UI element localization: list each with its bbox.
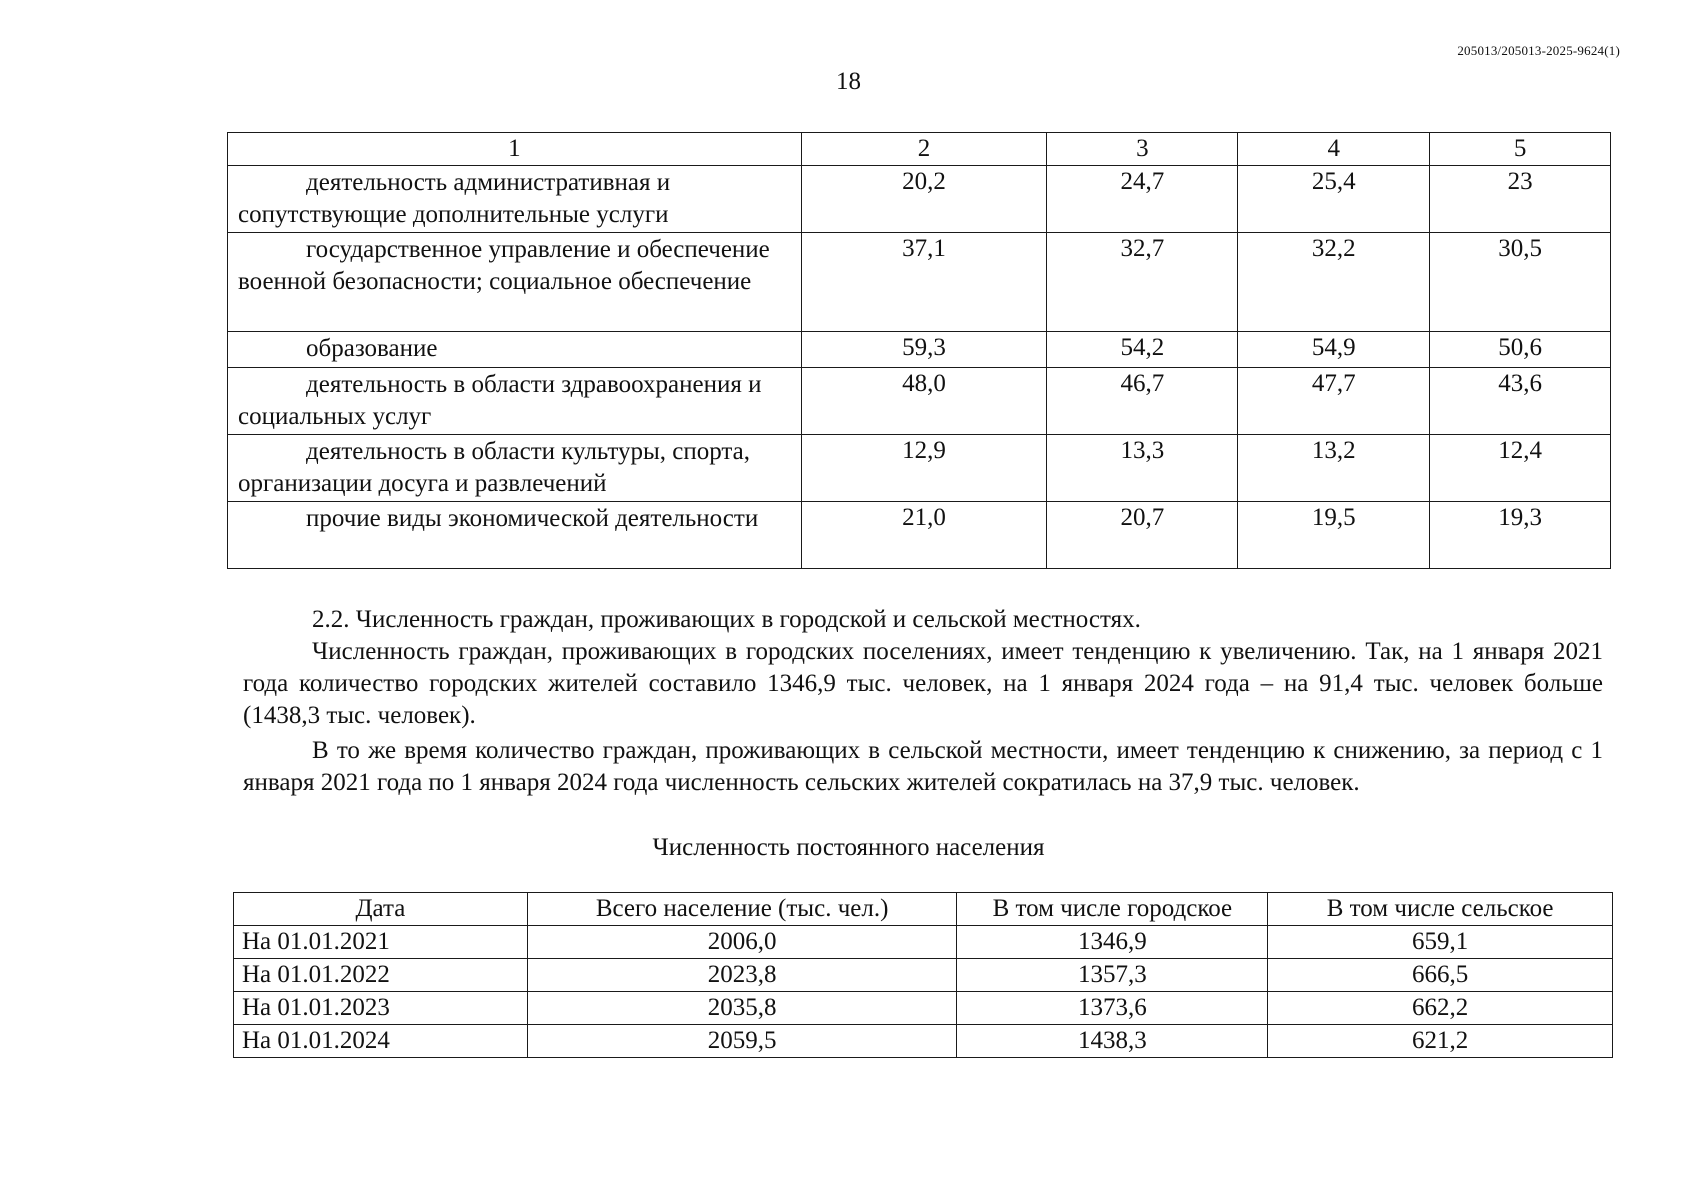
table-cell: 666,5	[1268, 959, 1613, 992]
table-row	[234, 992, 1613, 1025]
table-cell: 32,7	[1047, 233, 1238, 332]
table-cell: 12,4	[1430, 435, 1611, 502]
table-cell: 2035,8	[527, 992, 957, 1025]
table-cell: 1346,9	[957, 926, 1268, 959]
table-cell: 47,7	[1238, 368, 1430, 435]
table-cell: 1438,3	[957, 1025, 1268, 1058]
table-cell: 43,6	[1430, 368, 1611, 435]
row-label: деятельность в области культуры, спорта, организации досуга и развлечений	[228, 435, 802, 502]
table-row	[234, 926, 1613, 959]
column-header: 4	[1238, 133, 1430, 166]
table-row	[234, 959, 1613, 992]
column-header: 2	[801, 133, 1047, 166]
paragraph: Численность граждан, проживающих в городских поселениях, имеет тенденцию к увеличению. Так, на 1 января 2021 года количество городских жителей составило 1346,9 тыс. человек, на 1 января 2024 года – на 91,4 тыс. человек больше (1438,3 тыс. человек).	[243, 638, 1603, 729]
column-header: В том числе городское	[957, 893, 1268, 926]
table-row	[228, 233, 1611, 332]
table-cell: 13,2	[1238, 435, 1430, 502]
paragraph: В то же время количество граждан, проживающих в сельской местности, имеет тенденцию к снижению, за период с 1 января 2021 года по 1 января 2024 года численность сельских жителей сократилась на 37,9 тыс. человек.	[243, 737, 1603, 796]
table-cell: 24,7	[1047, 166, 1238, 233]
column-header: 5	[1430, 133, 1611, 166]
table-cell: 19,5	[1238, 502, 1430, 569]
table-row	[228, 166, 1611, 233]
table-cell: 2006,0	[527, 926, 957, 959]
table-row	[228, 368, 1611, 435]
table-cell: 1357,3	[957, 959, 1268, 992]
table-cell: 659,1	[1268, 926, 1613, 959]
table-cell: 20,2	[801, 166, 1047, 233]
page-number: 18	[836, 68, 861, 95]
table-cell: 59,3	[801, 332, 1047, 368]
population-table	[233, 892, 1613, 1058]
table-cell: 1373,6	[957, 992, 1268, 1025]
table-header-row	[228, 133, 1611, 166]
table-cell: 662,2	[1268, 992, 1613, 1025]
table-cell: 19,3	[1430, 502, 1611, 569]
column-header: 3	[1047, 133, 1238, 166]
industry-table	[227, 132, 1611, 569]
table-row	[234, 1025, 1613, 1058]
table-cell: 621,2	[1268, 1025, 1613, 1058]
row-label: деятельность в области здравоохранения и социальных услуг	[228, 368, 802, 435]
row-label: образование	[228, 332, 802, 368]
table-cell: 20,7	[1047, 502, 1238, 569]
table-cell: 2023,8	[527, 959, 957, 992]
table-cell: 37,1	[801, 233, 1047, 332]
table-header-row	[234, 893, 1613, 926]
section-heading: 2.2. Численность граждан, проживающих в городской и сельской местностях.	[312, 606, 1141, 633]
table-cell: 23	[1430, 166, 1611, 233]
column-header: 1	[228, 133, 802, 166]
table-row	[228, 332, 1611, 368]
row-label: прочие виды экономической деятельности	[228, 502, 802, 569]
table-cell: 21,0	[801, 502, 1047, 569]
table-cell: 46,7	[1047, 368, 1238, 435]
date-cell: На 01.01.2022	[234, 959, 528, 992]
date-cell: На 01.01.2024	[234, 1025, 528, 1058]
table-cell: 48,0	[801, 368, 1047, 435]
column-header: В том числе сельское	[1268, 893, 1613, 926]
table-cell: 13,3	[1047, 435, 1238, 502]
column-header: Дата	[234, 893, 528, 926]
table-cell: 30,5	[1430, 233, 1611, 332]
table-cell: 2059,5	[527, 1025, 957, 1058]
table-cell: 12,9	[801, 435, 1047, 502]
date-cell: На 01.01.2021	[234, 926, 528, 959]
row-label: государственное управление и обеспечение военной безопасности; социальное обеспечение	[228, 233, 802, 332]
table-cell: 54,2	[1047, 332, 1238, 368]
table-cell: 50,6	[1430, 332, 1611, 368]
table-row	[228, 502, 1611, 569]
column-header: Всего население (тыс. чел.)	[527, 893, 957, 926]
document-id: 205013/205013-2025-9624(1)	[1457, 43, 1620, 58]
table-cell: 25,4	[1238, 166, 1430, 233]
table-caption: Численность постоянного населения	[652, 834, 1045, 861]
table-row	[228, 435, 1611, 502]
table-cell: 54,9	[1238, 332, 1430, 368]
table-cell: 32,2	[1238, 233, 1430, 332]
date-cell: На 01.01.2023	[234, 992, 528, 1025]
row-label: деятельность административная и сопутствующие дополнительные услуги	[228, 166, 802, 233]
